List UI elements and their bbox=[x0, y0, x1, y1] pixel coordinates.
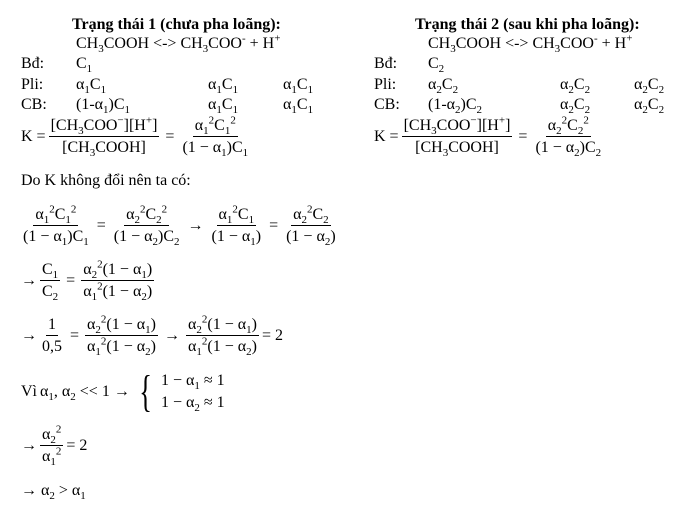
state1-reaction: $CH_3COOH$ <-> $CH_3COO^- + H^+$ bbox=[76, 32, 281, 56]
state1-cb-c3: $\alpha_1C_1$ bbox=[283, 96, 314, 117]
eq4-sys1: $1 - \alpha_1 \approx 1$ bbox=[160, 372, 225, 393]
state2-title: Trạng thái 2 (sau khi pha loãng): bbox=[415, 16, 640, 33]
state1-pli-c1: $\alpha_1C_1$ bbox=[76, 76, 107, 97]
state2-cb-c3: $\alpha_2C_2$ bbox=[634, 96, 665, 117]
eq4-sys2: $1 - \alpha_2 \approx 1$ bbox=[160, 394, 225, 415]
derivation-eq3: → $\frac{1}{0,5}$ = $\frac{\alpha_2^2(1 - \alpha_1)}{\alpha_1^2(1 - \alpha_2)}$ → $\frac{\alpha_2^2(1 - \alpha_1)}{\alpha_1^2(1 - \alpha_2)}$ = 2 bbox=[21, 313, 283, 359]
state2-pli-c3: $\alpha_2C_2$ bbox=[634, 76, 665, 97]
state2-cb-c2: $\alpha_2C_2$ bbox=[560, 96, 591, 117]
state1-title: Trạng thái 1 (chưa pha loãng): bbox=[72, 16, 281, 33]
state1-bd-c1: $C_1$ bbox=[76, 55, 93, 76]
state1-label-bd: Bđ: bbox=[21, 55, 45, 72]
state1-label-pli: Pli: bbox=[21, 76, 44, 93]
state2-k-expression: K = $\frac{[CH_3COO^-][H^+]}{[CH_3COOH]}$ = $\frac{\alpha_2^2C_2^2}{(1 - \alpha_2)C_2}$ bbox=[374, 114, 602, 160]
derivation-eq6: → $\alpha_2 > \alpha_1$ bbox=[21, 482, 86, 503]
derivation-eq1: $\frac{\alpha_1^2C_1^2}{(1 - \alpha_1)C_1}$ = $\frac{\alpha_2^2C_2^2}{(1 - \alpha_2)C_2}$ → $\frac{\alpha_1^2C_1}{(1 - \alpha_1)}$ = $\frac{\alpha_2^2C_2}{(1 - \alpha_2)}$ bbox=[23, 203, 336, 249]
state1-k-label: K = bbox=[21, 128, 46, 145]
state2-k-label: K = bbox=[374, 128, 399, 145]
eq4-prefix: Vì bbox=[21, 383, 37, 400]
state2-cb-c1: $(1-\alpha_2)C_2$ bbox=[428, 96, 483, 117]
state2-bd-c1: $C_2$ bbox=[428, 55, 445, 76]
eq3-rhs: = 2 bbox=[261, 327, 283, 344]
derivation-eq5: → $\frac{\alpha_2^2}{\alpha_1^2}$ = 2 bbox=[21, 423, 88, 469]
eq3-num: 1 bbox=[46, 317, 58, 336]
state2-reaction: $CH_3COOH$ <-> $CH_3COO^- + H^+$ bbox=[428, 32, 633, 56]
state1-pli-c3: $\alpha_1C_1$ bbox=[283, 76, 314, 97]
state2-label-bd: Bđ: bbox=[374, 55, 398, 72]
state2-label-pli: Pli: bbox=[374, 76, 397, 93]
eq3-den: 0,5 bbox=[42, 338, 62, 355]
derivation-eq2: → $\frac{C_1}{C_2}$ = $\frac{\alpha_2^2(1 - \alpha_1)}{\alpha_1^2(1 - \alpha_2)}$ bbox=[21, 258, 153, 304]
state2-pli-c1: $\alpha_2C_2$ bbox=[428, 76, 459, 97]
state1-pli-c2: $\alpha_1C_1$ bbox=[208, 76, 239, 97]
derivation-eq4: Vì $\alpha_1$, $\alpha_2 << 1$ → { $1 - \alpha_1 \approx 1$ $1 - \alpha_2 \approx 1$ bbox=[21, 367, 225, 416]
state1-k-expression: K = $\frac{[CH_3COO^-][H^+]}{[CH_3COOH]}$ = $\frac{\alpha_1^2C_1^2}{(1 - \alpha_1)C_1}$ bbox=[21, 114, 249, 160]
state1-cb-c1: $(1-\alpha_1)C_1$ bbox=[76, 96, 131, 117]
state2-label-cb: CB: bbox=[374, 96, 400, 113]
state1-label-cb: CB: bbox=[21, 96, 47, 113]
eq5-rhs: = 2 bbox=[66, 437, 88, 454]
derivation-intro: Do K không đổi nên ta có: bbox=[21, 172, 191, 189]
state1-cb-c2: $\alpha_1C_1$ bbox=[208, 96, 239, 117]
state2-pli-c2: $\alpha_2C_2$ bbox=[560, 76, 591, 97]
